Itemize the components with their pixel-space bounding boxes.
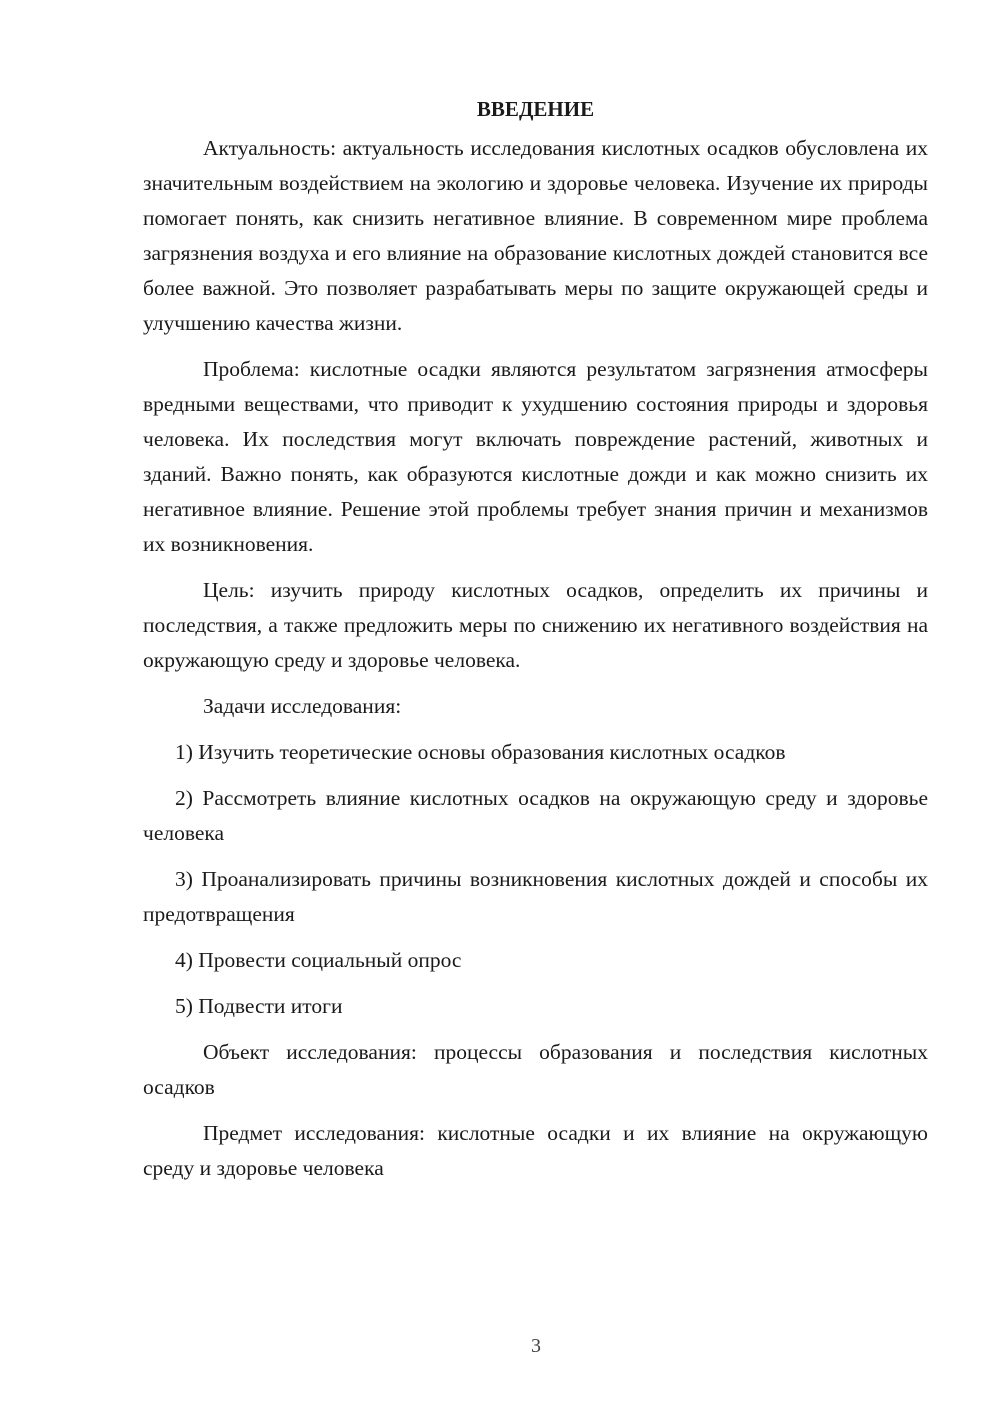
list-item: 4) Провести социальный опрос <box>175 948 462 972</box>
list-item: 1) Изучить теоретические основы образования кислотных осадков <box>175 740 786 764</box>
list-item: 5) Подвести итоги <box>175 994 343 1018</box>
object-paragraph: Объект исследования: процессы образования и последствия кислотных осадков <box>143 1040 928 1099</box>
subject-paragraph: Предмет исследования: кислотные осадки и их влияние на окружающую среду и здоровье человека <box>143 1121 928 1180</box>
tasks-intro: Задачи исследования: <box>203 694 402 718</box>
page-title: ВВЕДЕНИЕ <box>476 97 595 121</box>
problem-paragraph: Проблема: кислотные осадки являются результатом загрязнения атмосферы вредными веществами, что приводит к ухудшению состояния природы и здоровья человека. Их последствия могут включать повреждение растений, животных и зданий. Важно понять, как образуются кислотные дожди и как можно снизить их негативное влияние. Решение этой проблемы требует знания причин и механизмов их возникновения. <box>143 357 928 556</box>
list-item: 2) Рассмотреть влияние кислотных осадков на окружающую среду и здоровье человека <box>143 786 928 845</box>
page-content <box>143 92 928 1197</box>
goal-paragraph: Цель: изучить природу кислотных осадков, определить их причины и последствия, а также предложить меры по снижению их негативного воздействия на окружающую среду и здоровье человека. <box>143 578 928 672</box>
relevance-paragraph: Актуальность: актуальность исследования кислотных осадков обусловлена их значительным воздействием на экологию и здоровье человека. Изучение их природы помогает понять, как снизить негативное влияние. В современном мире проблема загрязнения воздуха и его влияние на образование кислотных дождей становится все более важной. Это позволяет разрабатывать меры по защите окружающей среды и улучшению качества жизни. <box>143 136 928 335</box>
page-number: 3 <box>531 1335 541 1357</box>
list-item: 3) Проанализировать причины возникновения кислотных дождей и способы их предотвращения <box>143 867 928 926</box>
